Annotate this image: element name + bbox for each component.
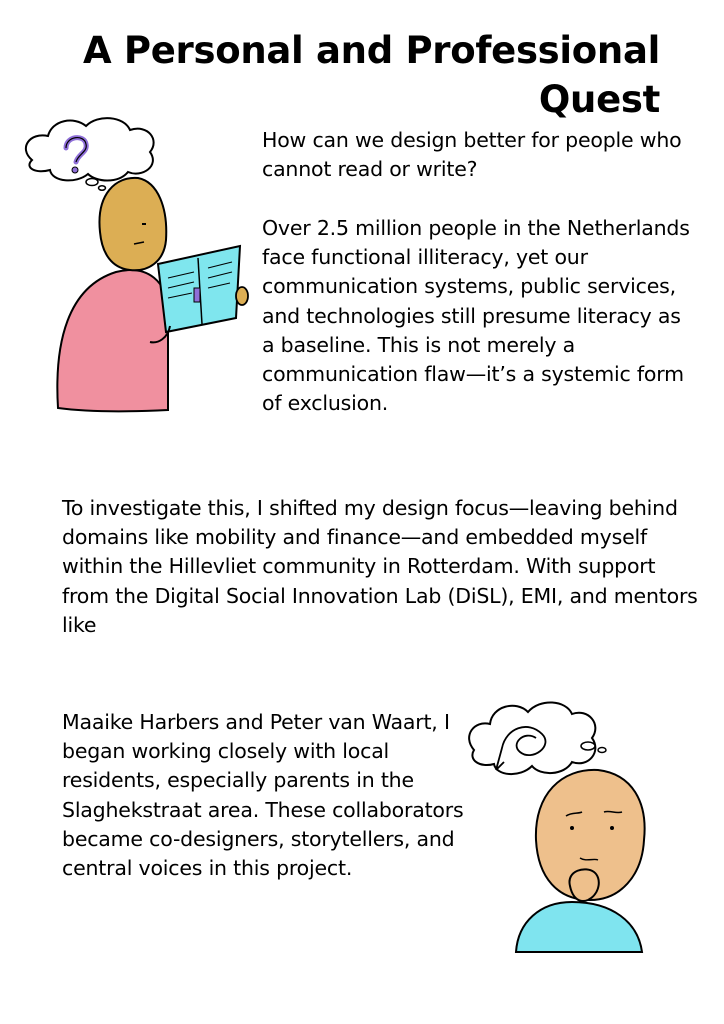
investigation-paragraph: To investigate this, I shifted my design focus—leaving behind domains like mobility and finance—and embedded myself within the Hillevliet community in Rotterdam. With support from the Digital Social Innovation Lab (DiSL), EMI, and mentors like [62, 496, 698, 637]
collaborators-paragraph: Maaike Harbers and Peter van Waart, I began working closely with local residents, especially parents in the Slaghekstraat area. These collaborators became co-designers, storytellers, and central voices in this project. [62, 710, 464, 881]
page-title: A Personal and Professional Quest [83, 29, 660, 121]
illiteracy-paragraph: Over 2.5 million people in the Netherlands face functional illiteracy, yet our communication systems, public services, and technologies still presume literacy as a baseline. This is not merely a communication flaw—it’s a systemic form of exclusion. [262, 216, 690, 416]
person-reading-with-question-thought-icon [18, 112, 258, 422]
intro-question: How can we design better for people who cannot read or write? [262, 128, 682, 182]
person-thinking-with-scribble-thought-icon [462, 690, 672, 955]
